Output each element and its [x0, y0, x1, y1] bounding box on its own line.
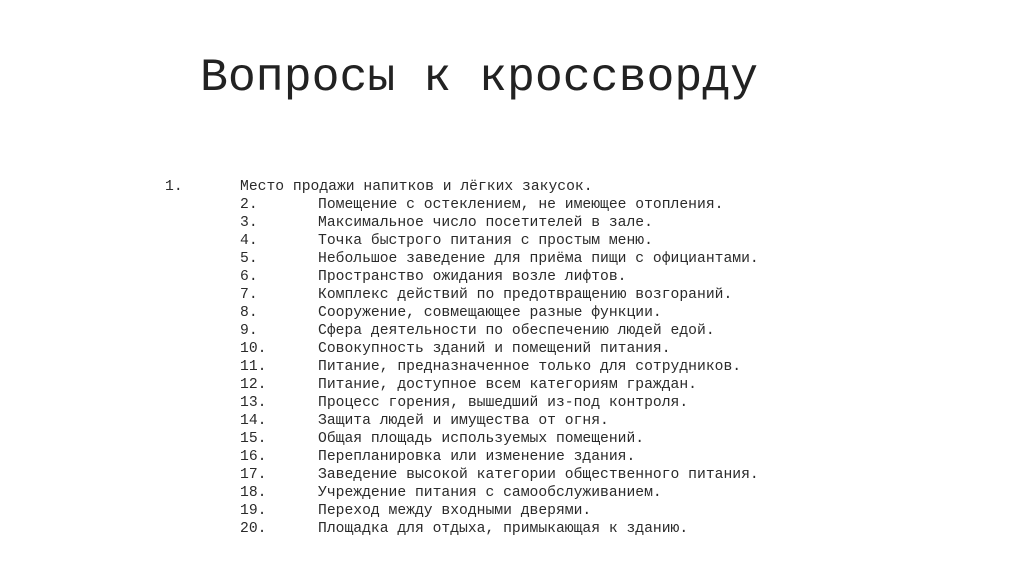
- question-text: Питание, доступное всем категориям граждан.: [318, 377, 697, 393]
- question-text: Площадка для отдыха, примыкающая к зданию.: [318, 521, 689, 537]
- question-text: Комплекс действий по предотвращению возгораний.: [318, 287, 733, 303]
- question-text: Небольшое заведение для приёма пищи с официантами.: [318, 251, 759, 267]
- question-number: 14.: [240, 413, 267, 429]
- question-text: Переход между входными дверями.: [318, 503, 592, 519]
- question-text: Сооружение, совмещающее разные функции.: [318, 305, 662, 321]
- question-number: 3.: [240, 215, 258, 231]
- question-number: 8.: [240, 305, 258, 321]
- question-number: 12.: [240, 377, 267, 393]
- question-number: 20.: [240, 521, 267, 537]
- question-number: 13.: [240, 395, 267, 411]
- question-number: 6.: [240, 269, 258, 285]
- question-text: Защита людей и имущества от огня.: [318, 413, 609, 429]
- question-number: 15.: [240, 431, 267, 447]
- question-text: Сфера деятельности по обеспечению людей едой.: [318, 323, 715, 339]
- question-number: 11.: [240, 359, 267, 375]
- question-number: 17.: [240, 467, 267, 483]
- question-number: 1.: [165, 179, 183, 195]
- question-text: Процесс горения, вышедший из-под контроля.: [318, 395, 689, 411]
- question-number: 2.: [240, 197, 258, 213]
- question-text: Перепланировка или изменение здания.: [318, 449, 636, 465]
- question-text: Точка быстрого питания с простым меню.: [318, 233, 653, 249]
- question-number: 7.: [240, 287, 258, 303]
- question-text: Пространство ожидания возле лифтов.: [318, 269, 627, 285]
- question-text: Место продажи напитков и лёгких закусок.: [240, 179, 593, 195]
- question-number: 5.: [240, 251, 258, 267]
- question-number: 16.: [240, 449, 267, 465]
- question-text: Помещение с остеклением, не имеющее отопления.: [318, 197, 724, 213]
- question-number: 18.: [240, 485, 267, 501]
- question-number: 19.: [240, 503, 267, 519]
- question-number: 9.: [240, 323, 258, 339]
- question-text: Учреждение питания с самообслуживанием.: [318, 485, 662, 501]
- question-text: Питание, предназначенное только для сотрудников.: [318, 359, 742, 375]
- question-text: Заведение высокой категории общественного питания.: [318, 467, 759, 483]
- question-text: Совокупность зданий и помещений питания.: [318, 341, 671, 357]
- question-text: Общая площадь используемых помещений.: [318, 431, 645, 447]
- question-number: 4.: [240, 233, 258, 249]
- page-title: Вопросы к кроссворду: [200, 51, 759, 104]
- question-number: 10.: [240, 341, 267, 357]
- question-text: Максимальное число посетителей в зале.: [318, 215, 653, 231]
